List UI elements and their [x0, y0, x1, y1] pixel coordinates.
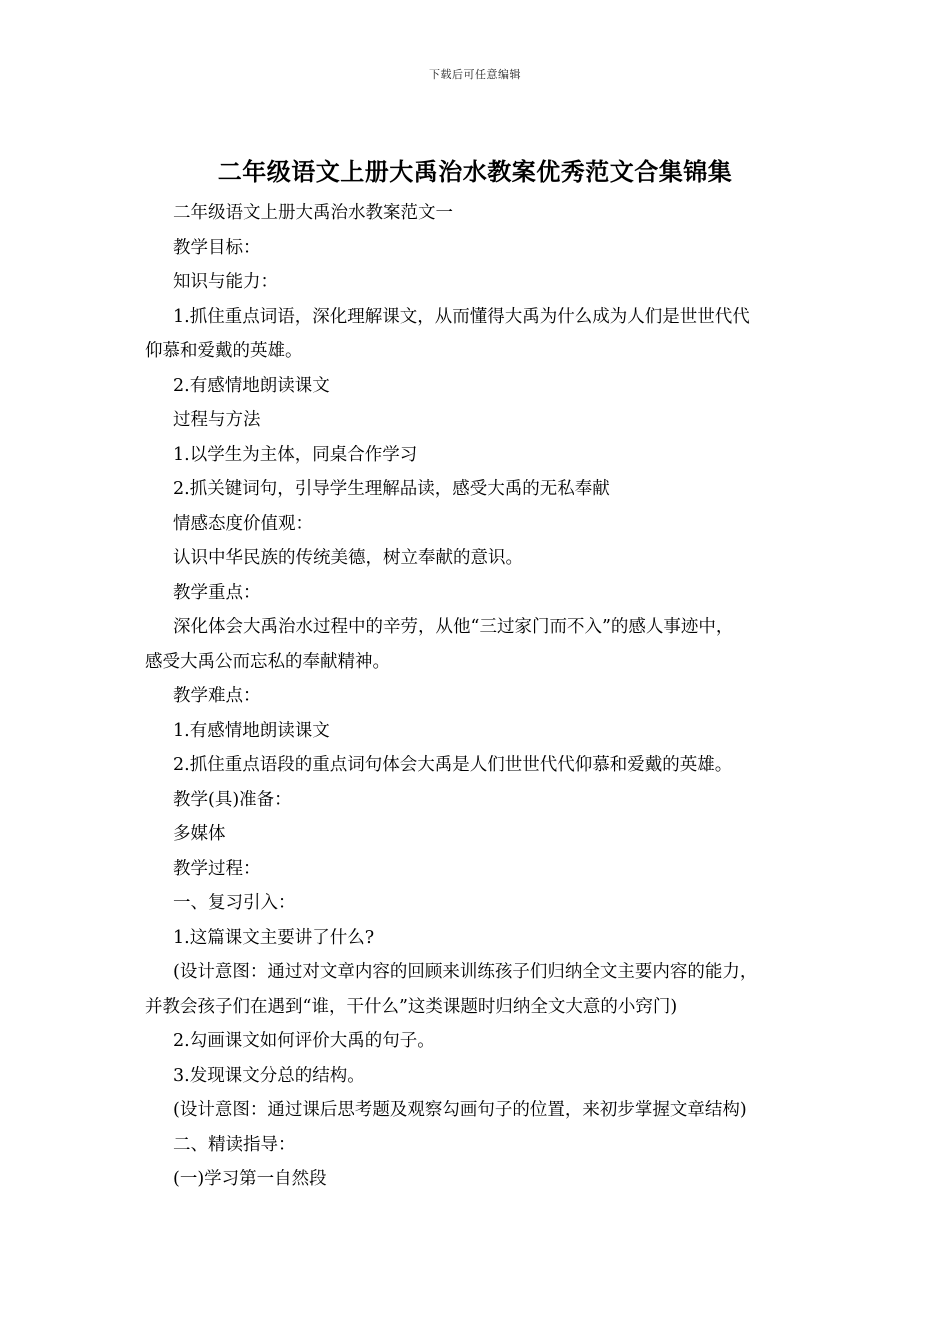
document-title: 二年级语文上册大禹治水教案优秀范文合集锦集: [217, 157, 733, 186]
paragraph-line: 2.有感情地朗读课文: [173, 375, 330, 396]
paragraph-line: 二、精读指导：: [173, 1134, 296, 1155]
paragraph-line: 一、复习引入：: [173, 893, 296, 913]
paragraph-line: 过程与方法: [173, 410, 261, 430]
paragraph-line: 教学目标：: [173, 237, 261, 258]
paragraph-line: 教学重点：: [173, 582, 261, 603]
paragraph-line: 情感态度价值观：: [173, 513, 313, 534]
paragraph-line: 1.抓住重点词语，深化理解课文，从而懂得大禹为什么成为人们是世世代代: [173, 306, 750, 327]
paragraph-line: 仰慕和爱戴的英雄。: [145, 341, 303, 361]
paragraph-line: (设计意图：通过课后思考题及观察勾画句子的位置，来初步掌握文章结构): [173, 1100, 747, 1120]
paragraph-line: 多媒体: [173, 824, 226, 844]
paragraph-line: 教学过程：: [173, 858, 261, 879]
paragraph-line: 1.这篇课文主要讲了什么?: [173, 927, 375, 948]
paragraph-line: 二年级语文上册大禹治水教案范文一: [173, 203, 453, 223]
paragraph-line: 知识与能力：: [173, 272, 278, 292]
paragraph-line: 2.勾画课文如何评价大禹的句子。: [173, 1031, 435, 1051]
paragraph-line: 2.抓关键词句，引导学生理解品读，感受大禹的无私奉献: [173, 479, 610, 499]
paragraph-line: 教学难点：: [173, 686, 261, 706]
paragraph-line: (一)学习第一自然段: [173, 1169, 327, 1189]
paragraph-line: 认识中华民族的传统美德，树立奉献的意识。: [173, 548, 523, 568]
paragraph-line: 教学(具)准备：: [173, 789, 292, 810]
paragraph-line: (设计意图：通过对文章内容的回顾来训练孩子们归纳全文主要内容的能力，: [173, 962, 758, 982]
paragraph-line: 1.有感情地朗读课文: [173, 720, 330, 741]
paragraph-line: 感受大禹公而忘私的奉献精神。: [145, 651, 390, 672]
paragraph-line: 3.发现课文分总的结构。: [173, 1065, 365, 1086]
paragraph-line: 1.以学生为主体，同桌合作学习: [173, 444, 418, 465]
document-body: [145, 196, 820, 1197]
paragraph-line: 并教会孩子们在遇到“谁，干什么”这类课题时归纳全文大意的小窍门): [145, 996, 678, 1017]
page-header-note: 下载后可任意编辑: [429, 68, 521, 81]
paragraph-line: 2.抓住重点语段的重点词句体会大禹是人们世世代代仰慕和爱戴的英雄。: [173, 755, 733, 775]
paragraph-line: 深化体会大禹治水过程中的辛劳，从他“三过家门而不入”的感人事迹中，: [173, 617, 734, 637]
